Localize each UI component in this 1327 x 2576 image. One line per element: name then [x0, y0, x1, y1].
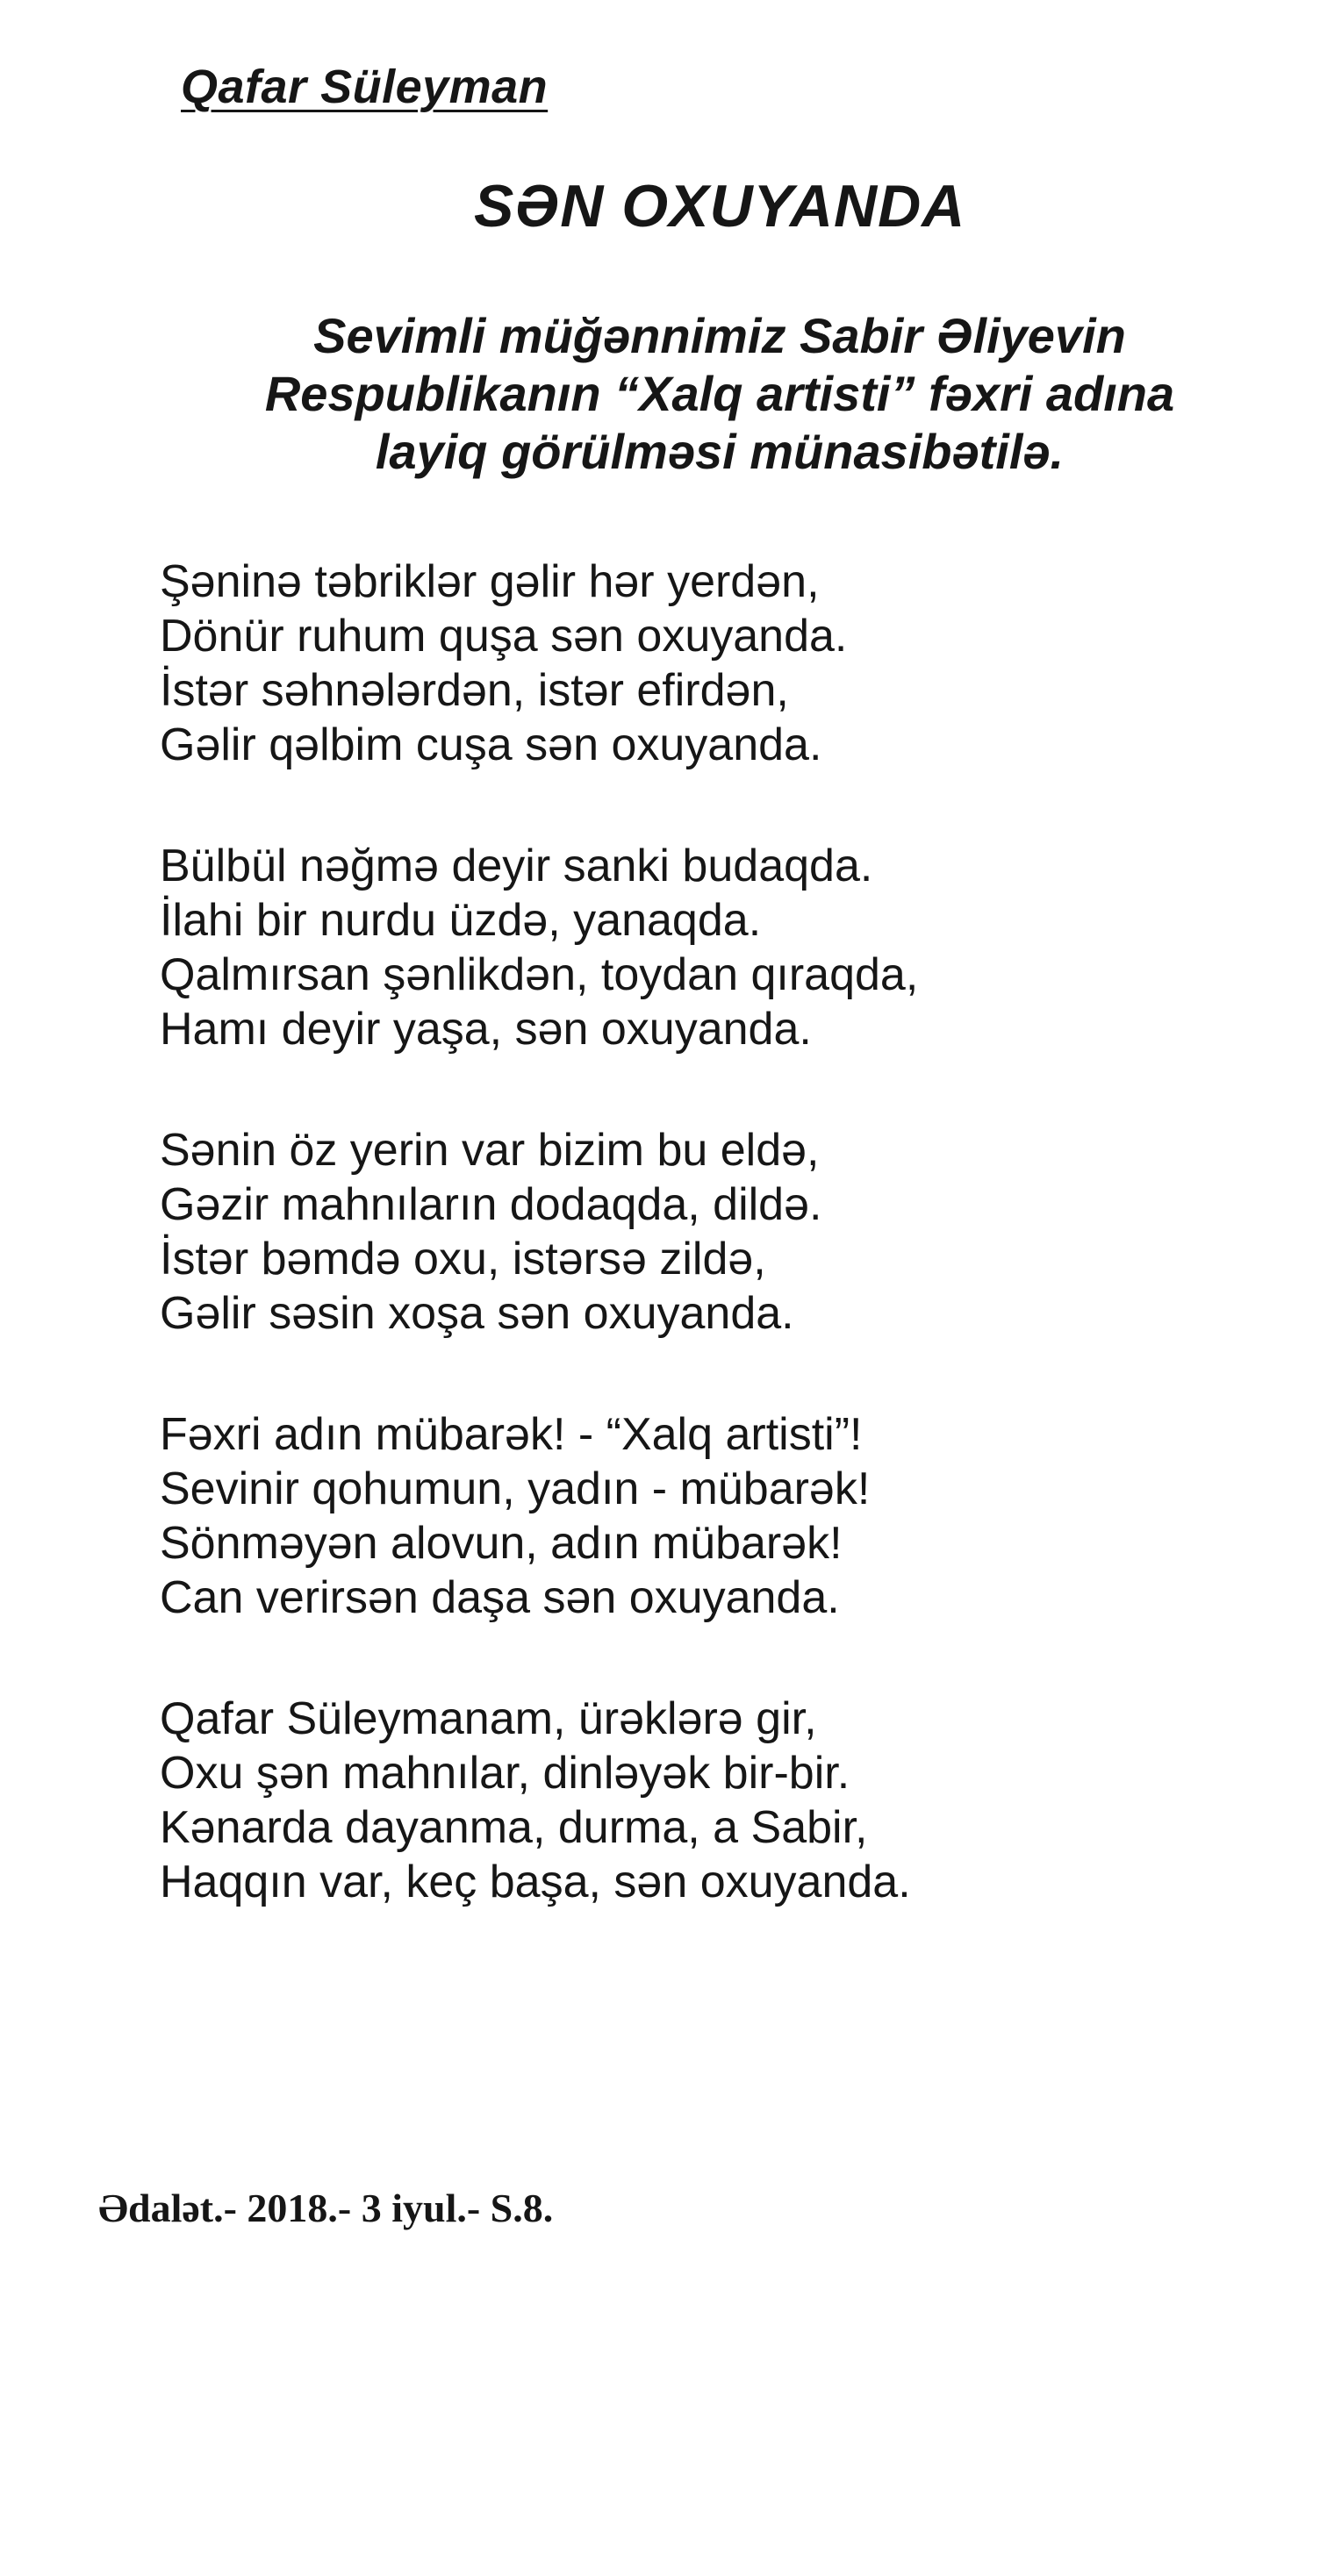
poem-title: SƏN OXUYANDA — [474, 173, 966, 240]
poem-line: Sənin öz yerin var bizim bu eldə, — [160, 1125, 820, 1176]
poem-line: Can verirsən daşa sən oxuyanda. — [160, 1572, 840, 1623]
poem-line: İlahi bir nurdu üzdə, yanaqda. — [160, 895, 762, 946]
poem-line: Bülbül nəğmə deyir sanki budaqda. — [160, 841, 873, 891]
poem-line: Şəninə təbriklər gəlir hər yerdən, — [160, 556, 820, 607]
source-citation: Ədalət.- 2018.- 3 iyul.- S.8. — [98, 2186, 554, 2230]
poem-line: Fəxri adın mübarək! - “Xalq artisti”! — [160, 1409, 863, 1460]
stanza — [160, 839, 1266, 1056]
poem-line: Sevinir qohumun, yadın - mübarək! — [160, 1463, 871, 1514]
poem-line: Gəlir qəlbim cuşa sən oxuyanda. — [160, 719, 822, 770]
dedication-line: Sevimli müğənnimiz Sabir Əliyevin — [313, 308, 1126, 363]
poem-line: Qalmırsan şənlikdən, toydan qıraqda, — [160, 949, 919, 1000]
poem-line: Haqqın var, keç başa, sən oxuyanda. — [160, 1857, 911, 1907]
poem-line: Gəlir səsin xoşa sən oxuyanda. — [160, 1288, 794, 1339]
poem-body — [160, 555, 1266, 1976]
dedication-line: layiq görülməsi münasibətilə. — [375, 424, 1065, 479]
dedication — [176, 307, 1264, 481]
stanza — [160, 1123, 1266, 1341]
poem-line: Gəzir mahnıların dodaqda, dildə. — [160, 1179, 822, 1230]
poem-line: İstər səhnələrdən, istər efirdən, — [160, 665, 789, 716]
poem-line: Kənarda dayanma, durma, a Sabir, — [160, 1802, 868, 1853]
poem-line: İstər bəmdə oxu, istərsə zildə, — [160, 1234, 766, 1284]
stanza — [160, 1407, 1266, 1625]
poem-line: Dönür ruhum quşa sən oxuyanda. — [160, 611, 848, 662]
poem-line: Qafar Süleymanam, ürəklərə gir, — [160, 1693, 817, 1744]
dedication-line: Respublikanın “Xalq artisti” fəxri adına — [264, 366, 1175, 421]
poem-line: Oxu şən mahnılar, dinləyək bir-bir. — [160, 1748, 850, 1799]
author-name: Qafar Süleyman — [181, 61, 549, 113]
poem-line: Hamı deyir yaşa, sən oxuyanda. — [160, 1004, 812, 1055]
stanza — [160, 1692, 1266, 1909]
poem-line: Sönməyən alovun, adın mübarək! — [160, 1518, 843, 1569]
stanza — [160, 555, 1266, 772]
